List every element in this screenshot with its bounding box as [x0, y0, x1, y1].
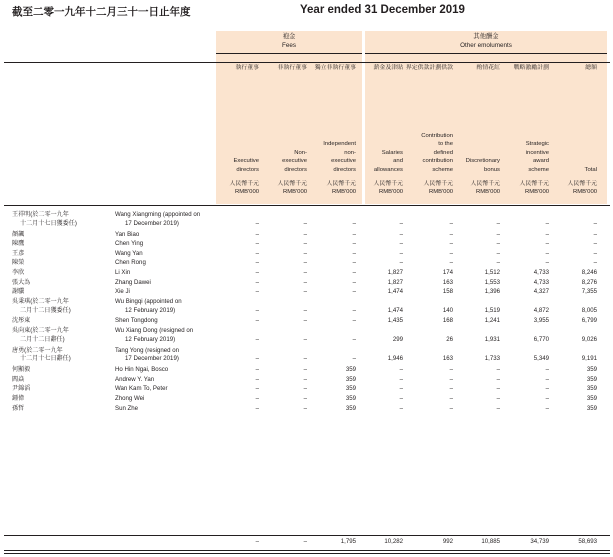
column-header	[211, 62, 259, 174]
cell-value: 168	[442, 317, 453, 325]
table-row	[0, 298, 613, 316]
column-header	[501, 62, 549, 174]
cell-value: –	[399, 375, 403, 383]
column-header	[308, 62, 356, 174]
column-header-cn: 酌情花紅	[476, 65, 500, 71]
column-unit-line: 人民幣千元	[229, 181, 259, 187]
cell-value: –	[496, 366, 500, 374]
cell-value: 6,799	[581, 317, 597, 325]
cell-value: 359	[345, 395, 356, 402]
director-name-cn: 尹錦滔	[12, 385, 31, 393]
cell-value: –	[545, 249, 549, 257]
column-header-en: contribution	[422, 158, 453, 165]
column-unit-line: RMB'000	[234, 189, 259, 196]
director-name-cn: 閻焱	[12, 375, 25, 383]
cell-value: –	[303, 230, 307, 238]
column-header-en: directors	[236, 166, 259, 173]
column-unit	[355, 180, 403, 197]
table-row	[0, 250, 613, 259]
cell-value: 4,733	[533, 278, 549, 286]
cell-value: –	[449, 395, 453, 402]
director-name-cn: 王祥明(於二零一九年	[12, 211, 69, 218]
column-header-en: executive	[331, 158, 356, 165]
cell-value: –	[545, 395, 549, 402]
column-header-cn: 界定供款計劃供款	[405, 65, 453, 71]
director-name-en: Wan Kam To, Peter	[115, 385, 168, 393]
column-header	[259, 62, 307, 174]
column-unit-line: 人民幣千元	[326, 181, 356, 187]
director-name-en: 12 February 2019)	[125, 335, 176, 343]
column-unit	[549, 180, 597, 197]
column-header-cn: 執行董事	[235, 65, 259, 71]
column-unit-line: 人民幣千元	[423, 181, 453, 187]
cell-value: –	[255, 259, 259, 267]
cell-value: –	[352, 259, 356, 267]
title-english: Year ended 31 December 2019	[300, 4, 465, 16]
column-header-en: defined	[433, 149, 453, 156]
cell-value: –	[399, 385, 403, 393]
column-header-en: Strategic	[525, 141, 549, 148]
cell-value: 1,931	[484, 335, 500, 343]
total-bottom-rule-1	[4, 550, 610, 551]
cell-value: 359	[586, 366, 597, 374]
director-name-en: Xie Ji	[115, 288, 130, 296]
director-name-en: Wu Bingqi (appointed on	[115, 297, 182, 305]
cell-value: –	[593, 259, 597, 267]
cell-value: 359	[345, 366, 356, 374]
director-name-cn: 李欣	[12, 269, 25, 276]
cell-value: –	[496, 219, 500, 227]
table-row	[0, 240, 613, 249]
column-header-cn: 薪金及津貼	[373, 65, 403, 71]
column-header-en: directors	[284, 166, 307, 173]
cell-value: –	[496, 230, 500, 238]
director-name-en: Wang Xiangming (appointed on	[115, 211, 201, 218]
cell-value: –	[496, 249, 500, 257]
total-value: 58,693	[578, 538, 597, 545]
table-row	[0, 211, 613, 229]
director-name-cn: 吳向東(於二零一九年	[12, 327, 69, 334]
column-unit	[501, 180, 549, 197]
cell-value: 9,026	[581, 335, 597, 343]
column-unit	[452, 180, 500, 197]
cell-value: –	[399, 366, 403, 374]
column-header-en: executive	[282, 158, 307, 165]
cell-value: –	[449, 366, 453, 374]
cell-value: 4,872	[533, 306, 549, 314]
cell-value: 1,241	[484, 317, 500, 325]
director-name-en: Andrew Y. Yan	[115, 375, 155, 383]
director-name-cn: 鍾偉	[12, 395, 25, 402]
cell-value: –	[255, 219, 259, 227]
cell-value: 158	[442, 288, 453, 296]
total-value: –	[303, 538, 307, 545]
cell-value: 1,733	[484, 355, 500, 363]
director-name-en: Shen Tongdong	[115, 317, 158, 325]
cell-value: –	[255, 375, 259, 383]
cell-value: –	[449, 230, 453, 238]
column-header-en: scheme	[432, 166, 453, 173]
director-name-cn: 二月十二日辭任)	[20, 335, 65, 343]
cell-value: 3,955	[533, 317, 549, 325]
director-name-en: 17 December 2019)	[125, 219, 179, 227]
cell-value: 7,355	[581, 288, 597, 296]
director-name-en: Yan Biao	[115, 230, 140, 238]
column-header	[355, 62, 403, 174]
column-header-en: allowances	[373, 166, 403, 173]
column-unit	[405, 180, 453, 197]
other-group-label-cn: 其他酬金	[473, 33, 499, 40]
table-row	[0, 376, 613, 385]
director-name-cn: 孫哲	[12, 404, 25, 412]
column-unit-line: RMB'000	[331, 189, 356, 196]
director-name-en: Ho Hin Ngai, Bosco	[115, 366, 169, 374]
column-header-spacer	[405, 72, 453, 132]
director-name-cn: 王彥	[12, 249, 25, 257]
cell-value: –	[255, 240, 259, 248]
cell-value: –	[545, 219, 549, 227]
cell-value: –	[545, 366, 549, 374]
cell-value: –	[545, 385, 549, 393]
cell-value: –	[303, 219, 307, 227]
table-row	[0, 279, 613, 288]
other-group-header	[365, 33, 607, 50]
column-header	[405, 62, 453, 174]
director-name-cn: 陳榮	[12, 259, 25, 267]
cell-value: –	[255, 249, 259, 257]
cell-value: –	[352, 249, 356, 257]
cell-value: –	[303, 249, 307, 257]
column-header-cn: 總額	[585, 65, 597, 71]
cell-value: –	[399, 240, 403, 248]
cell-value: 140	[442, 306, 453, 314]
column-header-en: and	[393, 158, 403, 165]
cell-value: 359	[345, 375, 356, 383]
cell-value: 1,474	[387, 306, 403, 314]
column-header-en: incentive	[525, 149, 549, 156]
cell-value: –	[399, 259, 403, 267]
cell-value: –	[255, 269, 259, 276]
cell-value: 359	[586, 395, 597, 402]
director-name-cn: 顏飆	[12, 230, 25, 238]
cell-value: –	[352, 355, 356, 363]
cell-value: –	[449, 240, 453, 248]
cell-value: –	[255, 278, 259, 286]
director-name-cn: 吳秉琪(於二零一九年	[12, 297, 69, 305]
column-unit	[259, 180, 307, 197]
table-row	[0, 366, 613, 375]
cell-value: –	[303, 269, 307, 276]
cell-value: 1,512	[484, 269, 500, 276]
cell-value: 4,327	[533, 288, 549, 296]
director-name-cn: 沈彤東	[12, 317, 31, 325]
column-header-en: non-	[344, 149, 356, 156]
cell-value: –	[496, 395, 500, 402]
table-row	[0, 405, 613, 414]
total-value: 10,885	[481, 538, 500, 545]
cell-value: –	[593, 240, 597, 248]
cell-value: 8,276	[581, 278, 597, 286]
cell-value: 8,005	[581, 306, 597, 314]
cell-value: 9,191	[581, 355, 597, 363]
total-value: 1,795	[340, 538, 356, 545]
total-value: 10,282	[384, 538, 403, 545]
cell-value: 299	[392, 335, 403, 343]
column-unit-line: RMB'000	[572, 189, 597, 196]
director-name-en: Sun Zhe	[115, 404, 139, 412]
director-name-cn: 謝驥	[12, 288, 25, 296]
director-name-en: Wang Yan	[115, 249, 143, 257]
cell-value: –	[496, 240, 500, 248]
cell-value: 359	[345, 385, 356, 393]
cell-value: –	[545, 240, 549, 248]
column-unit-line: 人民幣千元	[567, 181, 597, 187]
column-unit-line: 人民幣千元	[519, 181, 549, 187]
column-header-en: bonus	[483, 166, 500, 173]
column-header-cn: 非執行董事	[277, 65, 307, 71]
other-group-label-en: Other emoluments	[460, 41, 512, 49]
column-header-en: to the	[438, 141, 453, 148]
cell-value: –	[496, 404, 500, 412]
cell-value: –	[449, 404, 453, 412]
column-unit-line: 人民幣千元	[470, 181, 500, 187]
cell-value: –	[545, 375, 549, 383]
cell-value: –	[303, 404, 307, 412]
cell-value: 359	[586, 404, 597, 412]
cell-value: 1,474	[387, 288, 403, 296]
column-header-spacer	[308, 72, 356, 140]
cell-value: –	[545, 404, 549, 412]
column-unit-line: 人民幣千元	[277, 181, 307, 187]
table-row	[0, 317, 613, 326]
column-header-spacer	[501, 72, 549, 140]
cell-value: –	[399, 404, 403, 412]
director-name-cn: 二月十二日獲委任)	[20, 306, 71, 314]
director-name-en: 17 December 2019)	[125, 355, 179, 363]
cell-value: 163	[442, 278, 453, 286]
header-bottom-rule	[4, 205, 610, 206]
cell-value: 8,246	[581, 269, 597, 276]
column-header-spacer	[452, 72, 500, 157]
cell-value: –	[255, 317, 259, 325]
cell-value: –	[449, 219, 453, 227]
cell-value: –	[449, 375, 453, 383]
cell-value: 1,396	[484, 288, 500, 296]
column-header-spacer	[259, 72, 307, 148]
column-unit	[308, 180, 356, 197]
column-header-spacer	[549, 72, 597, 165]
cell-value: –	[255, 230, 259, 238]
cell-value: –	[255, 395, 259, 402]
cell-value: –	[352, 219, 356, 227]
cell-value: –	[255, 306, 259, 314]
fees-group-label-cn: 袍金	[282, 33, 296, 40]
cell-value: –	[352, 335, 356, 343]
cell-value: –	[399, 230, 403, 238]
director-name-en: Tang Yong (resigned on	[115, 346, 180, 354]
director-name-en: Chen Ying	[115, 240, 144, 248]
cell-value: –	[255, 288, 259, 296]
column-header-en: Executive	[233, 158, 259, 165]
column-unit-line: RMB'000	[524, 189, 549, 196]
column-header-en: Salaries	[381, 149, 403, 156]
director-name-cn: 張大為	[12, 278, 31, 286]
column-unit-line: 人民幣千元	[373, 181, 403, 187]
column-header-en: Non-	[294, 149, 307, 156]
cell-value: –	[303, 355, 307, 363]
cell-value: 1,553	[484, 278, 500, 286]
cell-value: –	[352, 306, 356, 314]
column-header-cn: 戰略激勵計劃	[513, 65, 549, 71]
cell-value: –	[303, 288, 307, 296]
column-header-en: scheme	[528, 166, 549, 173]
column-header-en: Contribution	[421, 132, 453, 139]
table-row	[0, 385, 613, 394]
cell-value: –	[449, 249, 453, 257]
director-name-cn: 十二月十七日獲委任)	[20, 219, 77, 227]
director-name-cn: 唐勇(於二零一九年	[12, 346, 63, 354]
cell-value: –	[352, 230, 356, 238]
column-header	[549, 62, 597, 174]
cell-value: –	[449, 385, 453, 393]
column-header-spacer	[355, 72, 403, 148]
cell-value: 359	[586, 375, 597, 383]
column-unit-line: RMB'000	[475, 189, 500, 196]
director-name-cn: 何顯毅	[12, 366, 31, 374]
cell-value: –	[593, 219, 597, 227]
cell-value: –	[303, 395, 307, 402]
cell-value: –	[352, 278, 356, 286]
cell-value: –	[303, 366, 307, 374]
cell-value: 359	[586, 385, 597, 393]
director-name-en: Li Xin	[115, 269, 131, 276]
cell-value: –	[496, 259, 500, 267]
cell-value: 359	[345, 404, 356, 412]
director-name-en: 12 February 2019)	[125, 306, 176, 314]
other-group-rule	[365, 53, 607, 54]
total-value: –	[255, 538, 259, 545]
cell-value: –	[545, 259, 549, 267]
cell-value: 1,519	[484, 306, 500, 314]
cell-value: –	[303, 335, 307, 343]
cell-value: –	[255, 335, 259, 343]
cell-value: –	[303, 278, 307, 286]
director-name-cn: 陳鷹	[12, 240, 25, 248]
cell-value: 163	[442, 355, 453, 363]
cell-value: –	[255, 366, 259, 374]
total-bottom-rule-2	[4, 553, 610, 554]
cell-value: –	[593, 230, 597, 238]
director-name-en: Chen Rong	[115, 259, 146, 267]
cell-value: –	[399, 219, 403, 227]
table-row	[0, 288, 613, 297]
fees-group-rule	[216, 53, 362, 54]
cell-value: –	[352, 317, 356, 325]
table-row	[0, 395, 613, 404]
cell-value: 6,770	[533, 335, 549, 343]
column-header-spacer	[211, 72, 259, 157]
fees-group-label-en: Fees	[282, 41, 296, 49]
cell-value: –	[303, 306, 307, 314]
cell-value: –	[545, 230, 549, 238]
fees-group-header	[216, 33, 362, 50]
director-name-en: Wu Xiang Dong (resigned on	[115, 327, 194, 334]
cell-value: 1,827	[387, 269, 403, 276]
table-row	[0, 231, 613, 240]
cell-value: –	[496, 385, 500, 393]
director-name-en: Zhang Dawei	[115, 278, 151, 286]
column-header-en: Total	[584, 166, 597, 173]
cell-value: 26	[446, 335, 453, 343]
cell-value: 1,435	[387, 317, 403, 325]
column-unit-line: RMB'000	[378, 189, 403, 196]
cell-value: –	[496, 375, 500, 383]
cell-value: –	[255, 355, 259, 363]
director-name-en: Zhong Wei	[115, 395, 145, 402]
column-unit	[211, 180, 259, 197]
cell-value: 1,827	[387, 278, 403, 286]
column-header-cn: 獨立非執行董事	[314, 65, 356, 71]
cell-value: –	[255, 385, 259, 393]
cell-value: 5,349	[533, 355, 549, 363]
cell-value: 174	[442, 269, 453, 276]
director-name-cn: 十二月十七日辭任)	[20, 355, 71, 363]
cell-value: –	[352, 240, 356, 248]
cell-value: 4,733	[533, 269, 549, 276]
cell-value: –	[303, 259, 307, 267]
total-value: 992	[442, 538, 453, 545]
total-top-rule	[4, 535, 610, 536]
total-value: 34,739	[530, 538, 549, 545]
column-header	[452, 62, 500, 174]
title-chinese: 截至二零一九年十二月三十一日止年度	[12, 6, 191, 18]
cell-value: –	[303, 317, 307, 325]
cell-value: –	[255, 404, 259, 412]
cell-value: –	[399, 395, 403, 402]
table-row	[0, 347, 613, 365]
table-row	[0, 259, 613, 268]
column-header-en: Discretionary	[465, 158, 500, 165]
cell-value: –	[399, 249, 403, 257]
column-unit-line: RMB'000	[428, 189, 453, 196]
cell-value: –	[352, 269, 356, 276]
column-header-en: award	[532, 158, 549, 165]
cell-value: –	[303, 385, 307, 393]
table-row	[0, 327, 613, 345]
cell-value: 1,946	[387, 355, 403, 363]
cell-value: –	[449, 259, 453, 267]
cell-value: –	[303, 240, 307, 248]
column-header-en: directors	[333, 166, 356, 173]
table-row	[0, 269, 613, 278]
column-header-en: Independent	[323, 141, 356, 148]
cell-value: –	[593, 249, 597, 257]
cell-value: –	[303, 375, 307, 383]
column-unit-line: RMB'000	[282, 189, 307, 196]
cell-value: –	[352, 288, 356, 296]
